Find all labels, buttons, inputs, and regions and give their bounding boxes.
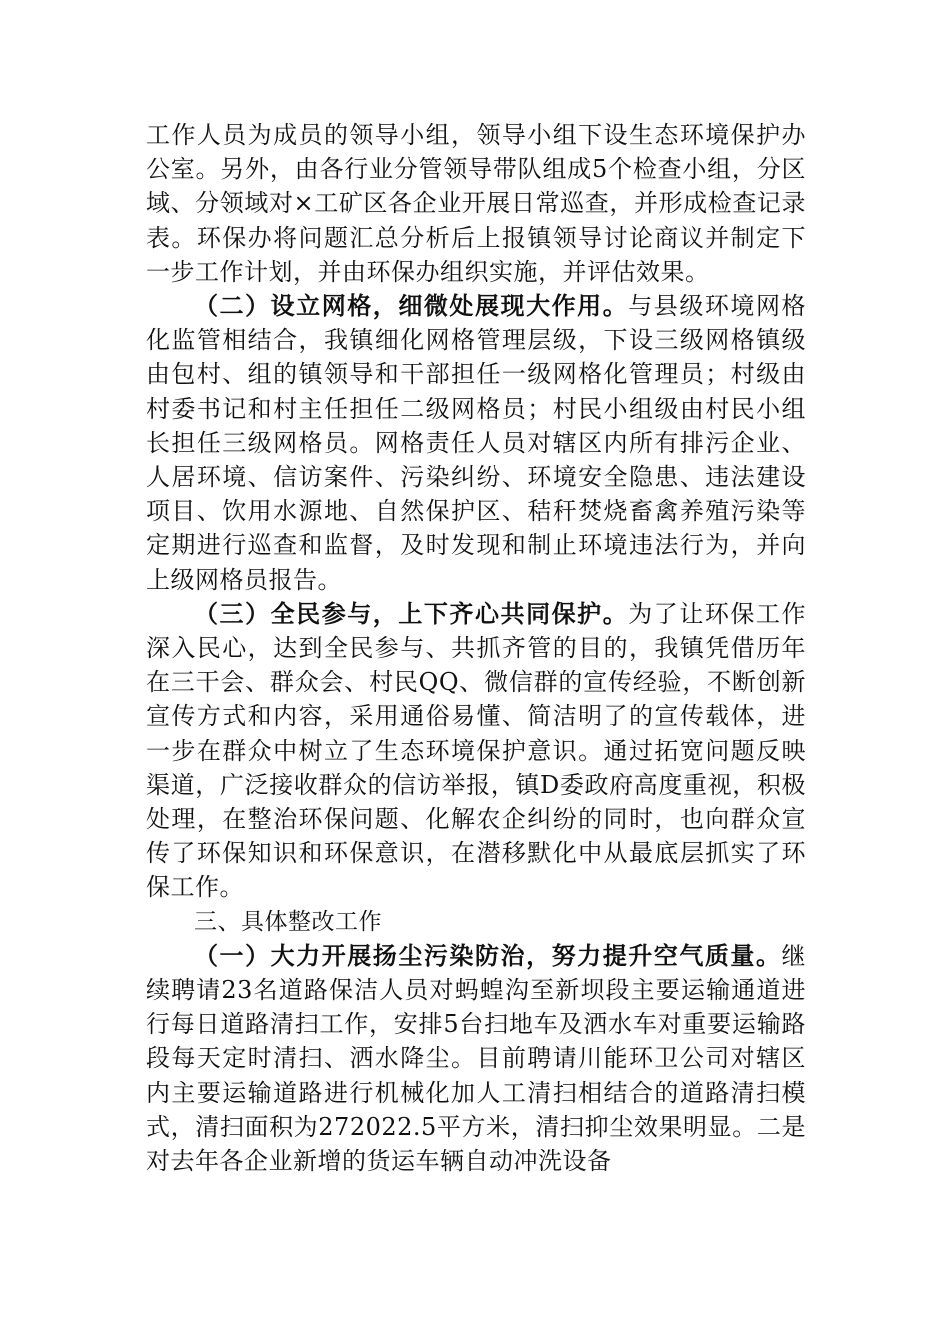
document-body bbox=[146, 118, 806, 1178]
paragraph-1-text: 工作人员为成员的领导小组，领导小组下设生态环境保护办公室。另外，由各行业分管领导带队组成5个检查小组，分区域、分领域对×工矿区各企业开展日常巡查，并形成检查记录表。环保办将问题汇总分析后上报镇领导讨论商议并制定下一步工作计划，并由环保办组织实施，并评估效果。 bbox=[146, 121, 806, 286]
paragraph-1 bbox=[146, 118, 806, 289]
paragraph-4-text: 继续聘请23名道路保洁人员对蚂蝗沟至新坝段主要运输通道进行每日道路清扫工作，安排5台扫地车及洒水车对重要运输路段每天定时清扫、洒水降尘。目前聘请川能环卫公司对辖区内主要运输道路进行机械化加人工清扫相结合的道路清扫模式，清扫面积为272022.5平方米，清扫抑尘效果明显。二是对去年各企业新增的货运车辆自动冲洗设备 bbox=[146, 941, 806, 1176]
paragraph-2-text: 与县级环境网格化监管相结合，我镇细化网格管理层级，下设三级网格镇级由包村、组的镇领导和干部担任一级网格化管理员；村级由村委书记和村主任担任二级网格员；村民小组级由村民小组长担任三级网格员。网格责任人员对辖区内所有排污企业、人居环境、信访案件、污染纠纷、环境安全隐患、违法建设项目、饮用水源地、自然保护区、秸秆焚烧畜禽养殖污染等定期进行巡查和监督，及时发现和制止环境违法行为，并向上级网格员报告。 bbox=[146, 292, 807, 594]
paragraph-4 bbox=[146, 939, 806, 1178]
paragraph-2 bbox=[146, 289, 806, 597]
paragraph-3 bbox=[146, 597, 806, 905]
section-heading: 三、具体整改工作 bbox=[194, 908, 382, 935]
paragraph-2-lead: （二）设立网格，细微处展现大作用。 bbox=[194, 291, 629, 321]
paragraph-3-text: 为了让环保工作深入民心，达到全民参与、共抓齐管的目的，我镇凭借历年在三干会、群众会、村民QQ、微信群的宣传经验，不断创新宣传方式和内容，采用通俗易懂、简洁明了的宣传载体，进一步在群众中树立了生态环境保护意识。通过拓宽问题反映渠道，广泛接收群众的信访举报，镇D委政府高度重视，积极处理，在整治环保问题、化解农企纠纷的同时，也向群众宣传了环保知识和环保意识，在潜移默化中从最底层抓实了环保工作。 bbox=[146, 599, 807, 902]
paragraph-4-lead: （一）大力开展扬尘污染防治，努力提升空气质量。 bbox=[194, 940, 782, 970]
paragraph-3-lead: （三）全民参与，上下齐心共同保护。 bbox=[194, 598, 629, 628]
